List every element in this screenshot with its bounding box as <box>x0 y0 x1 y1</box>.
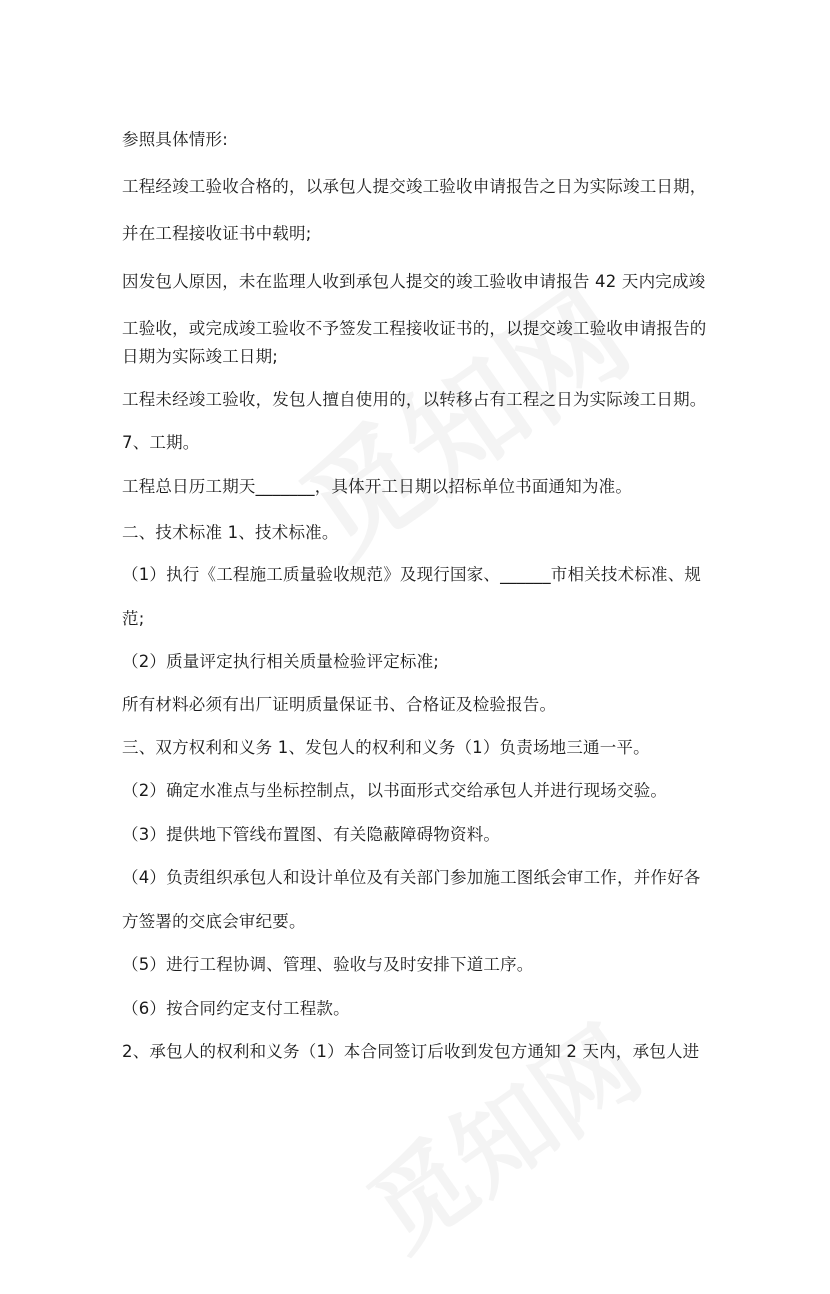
paragraph-line: 工程总日历工期天_______，具体开工日期以招标单位书面通知为准。 <box>122 476 633 496</box>
paragraph-line: 因发包人原因，未在监理人收到承包人提交的竣工验收申请报告 42 天内完成竣 <box>122 271 706 291</box>
paragraph-line: 工程未经竣工验收，发包人擅自使用的，以转移占有工程之日为实际竣工日期。 <box>122 389 707 409</box>
paragraph-line: 日期为实际竣工日期; <box>122 346 279 366</box>
paragraph-line: （4）负责组织承包人和设计单位及有关部门参加施工图纸会审工作，并作好各 <box>122 867 701 887</box>
paragraph-line: 工程经竣工验收合格的，以承包人提交竣工验收申请报告之日为实际竣工日期， <box>122 176 707 196</box>
paragraph-line: 工验收，或完成竣工验收不予签发工程接收证书的，以提交竣工验收申请报告的 <box>122 318 707 338</box>
paragraph-line: （3）提供地下管线布置图、有关隐蔽障碍物资料。 <box>122 824 501 844</box>
paragraph-line: （6）按合同约定支付工程款。 <box>122 998 350 1018</box>
paragraph-line: 参照具体情形: <box>122 129 228 149</box>
paragraph-line: 范; <box>122 608 145 628</box>
paragraph-line: 所有材料必须有出厂证明质量保证书、合格证及检验报告。 <box>122 694 557 714</box>
paragraph-line: 2、承包人的权利和义务（1）本合同签订后收到发包方通知 2 天内，承包人进 <box>122 1041 700 1061</box>
paragraph-line: 三、双方权利和义务 1、发包人的权利和义务（1）负责场地三通一平。 <box>122 737 650 757</box>
paragraph-line: （2）确定水准点与坐标控制点，以书面形式交给承包人并进行现场交验。 <box>122 780 668 800</box>
paragraph-line: 并在工程接收证书中载明; <box>122 223 312 243</box>
paragraph-line: 方签署的交底会审纪要。 <box>122 911 306 931</box>
paragraph-line: （5）进行工程协调、管理、验收与及时安排下道工序。 <box>122 954 534 974</box>
paragraph-line: （1）执行《工程施工质量验收规范》及现行国家、______市相关技术标准、规 <box>122 564 702 584</box>
paragraph-line: （2）质量评定执行相关质量检验评定标准; <box>122 651 440 671</box>
paragraph-line: 7、工期。 <box>122 432 200 452</box>
paragraph-line: 二、技术标准 1、技术标准。 <box>122 522 339 542</box>
